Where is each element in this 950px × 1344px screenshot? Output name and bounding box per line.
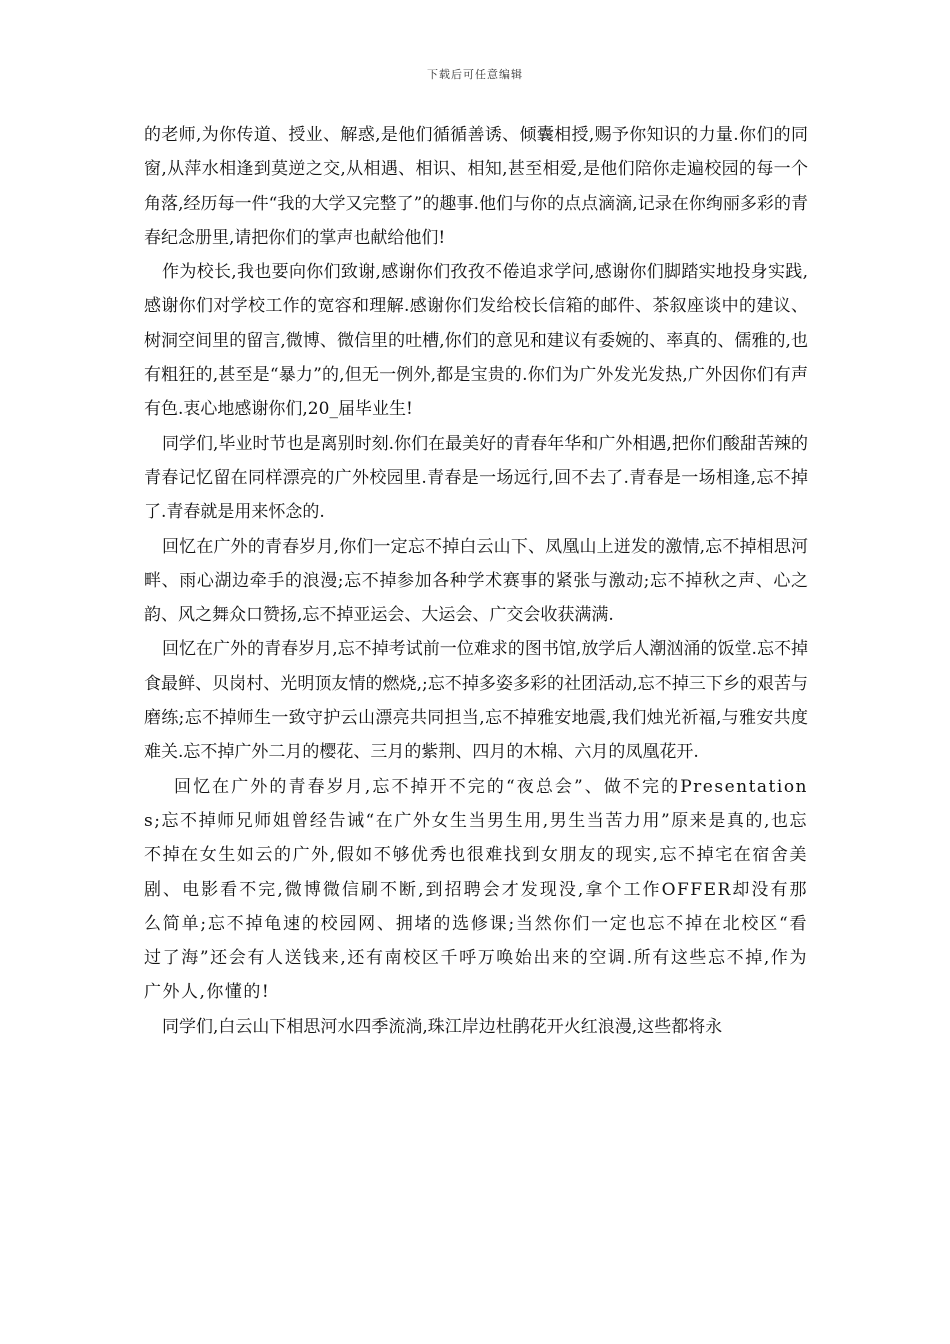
paragraph: 回忆在广外的青春岁月,忘不掉考试前一位难求的图书馆,放学后人潮汹涌的饭堂.忘不掉食最鲜、贝岗村、光明顶友情的燃烧,;忘不掉多姿多彩的社团活动,忘不掉三下乡的艰苦与磨练;忘不掉师生一致守护云山漂亮共同担当,忘不掉雅安地震,我们烛光祈福,与雅安共度难关.忘不掉广外二月的樱花、三月的紫荆、四月的木棉、六月的凤凰花开.	[144, 639, 808, 763]
paragraph: 回忆在广外的青春岁月,忘不掉开不完的“夜总会”、做不完的Presentations;忘不掉师兄师姐曾经告诫“在广外女生当男生用,男生当苦力用”原来是真的,也忘不掉在女生如云的广外,假如不够优秀也很难找到女朋友的现实,忘不掉宅在宿舍美剧、电影看不完,微博微信刷不断,到招聘会才发现没,拿个工作OFFER却没有那么简单;忘不掉龟速的校园网、拥堵的选修课;当然你们一定也忘不掉在北校区“看过了海”还会有人送钱来,还有南校区千呼万唤始出来的空调.所有这些忘不掉,作为广外人,你懂的!	[144, 776, 808, 1003]
document-body	[144, 118, 808, 1044]
paragraph: 的老师,为你传道、授业、解惑,是他们循循善诱、倾囊相授,赐予你知识的力量.你们的同窗,从萍水相逢到莫逆之交,从相遇、相识、相知,甚至相爱,是他们陪你走遍校园的每一个角落,经历每一件“我的大学又完整了”的趣事.他们与你的点点滴滴,记录在你绚丽多彩的青春纪念册里,请把你们的掌声也献给他们!	[144, 125, 808, 248]
paragraph: 同学们,毕业时节也是离别时刻.你们在最美好的青春年华和广外相遇,把你们酸甜苦辣的青春记忆留在同样漂亮的广外校园里.青春是一场远行,回不去了.青春是一场相逢,忘不掉了.青春就是用来怀念的.	[144, 433, 808, 523]
paragraph: 作为校长,我也要向你们致谢,感谢你们孜孜不倦追求学问,感谢你们脚踏实地投身实践,感谢你们对学校工作的宽容和理解.感谢你们发给校长信箱的邮件、茶叙座谈中的建议、树洞空间里的留言,微博、微信里的吐槽,你们的意见和建议有委婉的、率真的、儒雅的,也有粗狂的,甚至是“暴力”的,但无一例外,都是宝贵的.你们为广外发光发热,广外因你们有声有色.衷心地感谢你们,20_届毕业生!	[144, 262, 808, 420]
paragraph: 同学们,白云山下相思河水四季流淌,珠江岸边杜鹃花开火红浪漫,这些都将永	[162, 1016, 723, 1037]
paragraph: 回忆在广外的青春岁月,你们一定忘不掉白云山下、凤凰山上迸发的激情,忘不掉相思河畔、雨心湖边牵手的浪漫;忘不掉参加各种学术赛事的紧张与激动;忘不掉秋之声、心之韵、风之舞众口赞扬,忘不掉亚运会、大运会、广交会收获满满.	[144, 536, 808, 626]
page-header: 下载后可任意编辑	[427, 68, 523, 81]
